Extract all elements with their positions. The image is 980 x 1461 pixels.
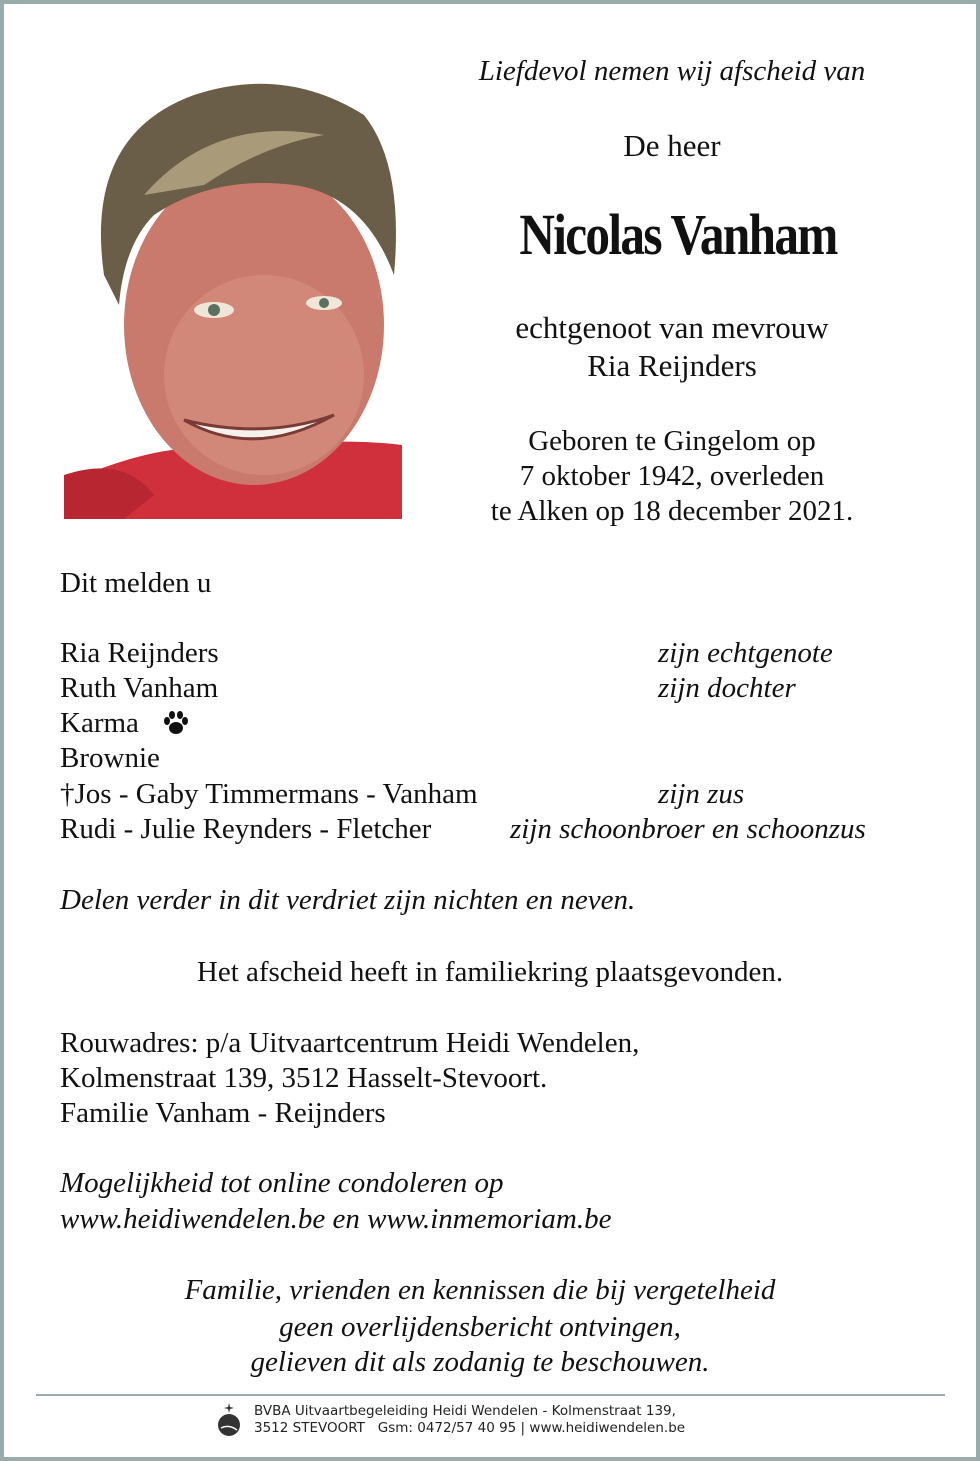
- closing-line: Familie, vrienden en kennissen die bij vergetelheid: [184, 1274, 776, 1306]
- announce-text: Dit melden u: [60, 567, 212, 599]
- family-name: Ruth Vanham: [60, 672, 219, 704]
- family-name: Rudi - Julie Reynders - Fletcher: [60, 813, 432, 845]
- relatives-text: Delen verder in dit verdriet zijn nichten en neven.: [60, 884, 636, 916]
- footer-company: [254, 1403, 685, 1437]
- life-line-3: te Alken op 18 december 2021.: [490, 495, 854, 527]
- footer-line-1: BVBA Uitvaartbegeleiding Heidi Wendelen - Kolmenstraat 139,: [254, 1403, 676, 1419]
- family-name: Ria Reijnders: [60, 637, 219, 669]
- funeral-home-logo-icon: [215, 1402, 243, 1438]
- online-link[interactable]: www.heidiwendelen.be en www.inmemoriam.be: [60, 1203, 612, 1235]
- family-name: Karma: [60, 707, 139, 739]
- farewell-text: Het afscheid heeft in familiekring plaatsgevonden.: [196, 956, 784, 988]
- closing-line: geen overlijdensbericht ontvingen,: [279, 1311, 681, 1343]
- title-text: De heer: [623, 128, 721, 163]
- footer-divider: [36, 1394, 945, 1396]
- address-line: Kolmenstraat 139, 3512 Hasselt-Stevoort.: [60, 1062, 548, 1094]
- family-relation: zijn echtgenote: [658, 637, 833, 669]
- family-name: †Jos - Gaby Timmermans - Vanham: [60, 778, 478, 810]
- address-line: Rouwadres: p/a Uitvaartcentrum Heidi Wendelen,: [60, 1027, 640, 1059]
- deceased-name: Nicolas Vanham: [519, 202, 837, 267]
- intro-text: Liefdevol nemen wij afscheid van: [478, 55, 866, 87]
- closing-line: gelieven dit als zodanig te beschouwen.: [250, 1346, 710, 1378]
- address-line: Familie Vanham - Reijnders: [60, 1097, 386, 1129]
- family-name: Brownie: [60, 742, 160, 774]
- life-line-2: 7 oktober 1942, overleden: [519, 460, 825, 492]
- spouse-line-1: echtgenoot van mevrouw: [515, 310, 829, 345]
- paw-icon: [162, 710, 190, 736]
- footer-line-2: 3512 STEVOORT Gsm: 0472/57 40 95 | www.heidiwendelen.be: [254, 1420, 686, 1436]
- portrait-photo: [64, 75, 402, 519]
- life-line-1: Geboren te Gingelom op: [528, 425, 816, 457]
- online-line: Mogelijkheid tot online condoleren op: [60, 1167, 504, 1199]
- family-relation: zijn zus: [658, 778, 745, 810]
- family-relation: zijn schoonbroer en schoonzus: [510, 813, 866, 845]
- spouse-line-2: Ria Reijnders: [587, 348, 757, 383]
- family-relation: zijn dochter: [658, 672, 796, 704]
